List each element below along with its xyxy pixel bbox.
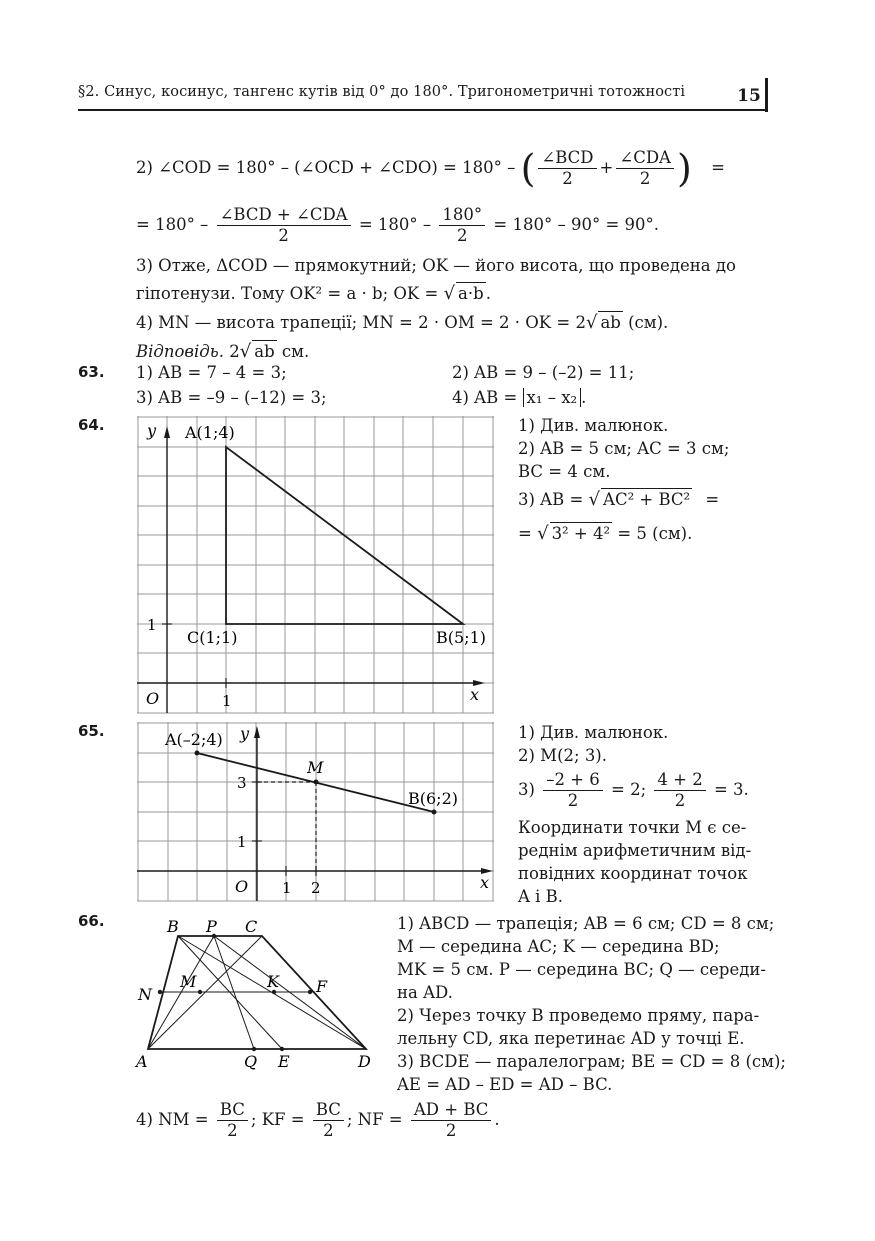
p63-d-prefix: 4) AB = [452, 388, 518, 407]
label-q: Q [244, 1052, 258, 1071]
p66-t2: M — середина AC; K — середина BD; [397, 937, 720, 956]
x-one-label: 1 [222, 692, 232, 710]
frac-num: ∠BCD + ∠CDA [217, 205, 351, 226]
frac-num: AD + BC [411, 1100, 492, 1121]
paren-open: ( [520, 146, 536, 191]
p62-line3: 3) Отже, ΔCOD — прямокутний; OK — його висота, що проведена до [136, 256, 736, 275]
graph-64 [137, 416, 494, 714]
grid-64 [137, 416, 494, 713]
x-one-label: 1 [282, 879, 292, 897]
frac-nf [411, 1100, 492, 1141]
problem-number-64: 64. [78, 416, 105, 434]
y-label: y [147, 421, 157, 440]
p62-l4-a: гіпотенузи. Тому OK² = a · b; OK = [136, 284, 439, 303]
point-b-label: B(5;1) [436, 628, 486, 647]
p62-l5-end: (см). [622, 313, 669, 332]
frac-den: 2 [457, 226, 468, 245]
p65-t2: 2) M(2; 3). [518, 746, 607, 765]
y-one-label: 1 [237, 833, 247, 851]
p63-d-end: . [581, 388, 587, 407]
answer-a: 2 [224, 342, 240, 361]
label-c: C [245, 917, 258, 936]
frac-kf [313, 1100, 344, 1141]
p65-t4: Координати точки M є се- [518, 818, 747, 837]
y-axis-arrow [164, 426, 170, 438]
answer-end: см. [276, 342, 310, 361]
section-title: §2. Синус, косинус, тангенс кутів від 0° до 180°. Тригонометричні тотожності [78, 84, 686, 100]
p65-t1: 1) Див. малюнок. [518, 723, 669, 742]
y-three-label: 3 [237, 774, 247, 792]
p63-d [452, 387, 586, 409]
p64-t5 [518, 522, 692, 545]
sqrt-content: ab [254, 342, 275, 361]
sqrt-sign: √ [537, 523, 549, 544]
p66-t1: 1) ABCD — трапеція; AB = 6 см; CD = 8 см; [397, 914, 775, 933]
frac-cda [616, 148, 674, 189]
point-m-label: M [307, 758, 324, 777]
point-b-label: B(6;2) [408, 789, 458, 808]
label-a: A [136, 1052, 148, 1071]
point-a-label: A(–2;4) [165, 730, 223, 749]
p65-t7: A і B. [518, 887, 564, 906]
p62-l1-text: 2) ∠COD = 180° – (∠OCD + ∠CDO) = 180° – [136, 158, 516, 177]
p64-t1: 1) Див. малюнок. [518, 416, 669, 435]
p66-t3: MK = 5 см. P — середина BC; Q — середи- [397, 960, 766, 979]
sqrt-sign: √ [443, 283, 456, 304]
frac-den: 2 [323, 1121, 334, 1140]
sqrt-sign: √ [588, 489, 601, 510]
abs-value: x₁ – x₂ [523, 388, 582, 407]
p64-t3: BC = 4 см. [518, 462, 611, 481]
label-f: F [316, 977, 328, 996]
frac-bcd [538, 148, 596, 189]
p62-l2-a: = 180° – [136, 215, 209, 234]
p62-line1 [136, 148, 776, 189]
p65-t3-a: 3) [518, 780, 535, 799]
frac-num: BC [313, 1100, 344, 1121]
frac-num: BC [217, 1100, 248, 1121]
label-b: B [167, 917, 179, 936]
point-c-label: C(1;1) [187, 628, 238, 647]
p62-answer [136, 340, 309, 363]
frac-den: 2 [227, 1121, 238, 1140]
label-p: P [206, 917, 217, 936]
y-axis-arrow [254, 726, 260, 738]
p62-line2 [136, 205, 659, 246]
p66-f-b: ; KF = [250, 1110, 305, 1129]
p65-t5: реднім арифметичним від- [518, 841, 752, 860]
p66-f-c: ; NF = [346, 1110, 403, 1129]
p62-line4 [136, 282, 491, 305]
frac-sum [217, 205, 351, 246]
plus: + [599, 158, 614, 177]
origin-label: O [146, 689, 160, 708]
frac-den: 2 [674, 791, 686, 810]
frac-x [543, 770, 603, 811]
frac-den: 2 [445, 1121, 457, 1140]
y-label: y [240, 724, 250, 743]
p66-t7: 3) BCDE — паралелограм; BE = CD = 8 (см); [397, 1052, 786, 1071]
p63-b: 2) AB = 9 – (–2) = 11; [452, 363, 635, 382]
trapezoid-figure-66 [132, 912, 382, 1077]
sqrt-content: a·b [458, 284, 484, 303]
p63-c: 3) AB = –9 – (–12) = 3; [136, 388, 327, 407]
frac-num: 180° [439, 205, 485, 226]
p64-t4 [518, 488, 719, 511]
sqrt-sign: √ [585, 312, 598, 333]
frac-den: 2 [567, 791, 579, 810]
p66-t8: AE = AD – ED = AD – BC. [397, 1075, 613, 1094]
p62-l4-end: . [485, 284, 491, 303]
frac-180 [439, 205, 485, 246]
trapezoid-lines [148, 936, 366, 1049]
p62-l2-end: = 180° – 90° = 90°. [493, 215, 660, 234]
p64-t4-a: 3) AB = [518, 490, 584, 509]
frac-den: 2 [562, 169, 573, 188]
p64-t4-end: = [705, 490, 720, 509]
frac-num: 4 + 2 [654, 770, 705, 791]
point-b [432, 810, 437, 815]
frac-num: –2 + 6 [543, 770, 603, 791]
label-k: K [267, 972, 279, 991]
p65-t3-mid: = 2; [611, 780, 647, 799]
header-rule [78, 109, 768, 111]
sqrt-content: ab [600, 313, 621, 332]
p62-l2-mid: = 180° – [358, 215, 432, 234]
answer-label: Відповідь. [136, 342, 224, 361]
label-n: N [138, 985, 152, 1004]
p62-l5-a: 4) MN — висота трапеції; MN = 2 · OM = 2 · OK = 2 [136, 313, 586, 332]
label-d: D [358, 1052, 371, 1071]
p63-a: 1) AB = 7 – 4 = 3; [136, 363, 287, 382]
p66-f-end: . [494, 1110, 500, 1129]
frac-nm [217, 1100, 248, 1141]
problem-number-65: 65. [78, 722, 105, 740]
p66-t5: 2) Через точку B проведемо пряму, пара- [397, 1006, 760, 1025]
p62-line5 [136, 311, 668, 334]
point-m [314, 780, 319, 785]
frac-num: ∠BCD [538, 148, 596, 169]
page-header [78, 80, 768, 110]
p65-t3-end: = 3. [713, 780, 749, 799]
frac-den: 2 [278, 226, 289, 245]
problem-number-66: 66. [78, 912, 105, 930]
label-m: M [180, 972, 197, 991]
paren-close: ) [676, 146, 692, 191]
y-one-label: 1 [147, 616, 157, 634]
p66-t6: лельну CD, яка перетинає AD у точці E. [397, 1029, 745, 1048]
eq: = [711, 158, 725, 177]
sqrt-sign: √ [239, 341, 252, 362]
p65-t3 [518, 770, 749, 811]
frac-den: 2 [639, 169, 651, 188]
x-two-label: 2 [311, 879, 321, 897]
origin-label: O [235, 877, 249, 896]
frac-num: ∠CDA [616, 148, 674, 169]
p65-t6: повідних координат точок [518, 864, 748, 883]
label-e: E [278, 1052, 290, 1071]
sqrt-content: AC² + BC² [603, 490, 691, 509]
point-a [195, 751, 200, 756]
p64-t5-end: = 5 (см). [617, 524, 693, 543]
x-label: x [480, 873, 490, 892]
page-number: 15 [732, 80, 766, 110]
p66-formula [136, 1100, 500, 1141]
problem-number-63: 63. [78, 363, 105, 381]
p66-t4: на AD. [397, 983, 453, 1002]
sqrt-content: 3² + 4² [551, 524, 611, 543]
point-a-label: A(1;4) [185, 423, 235, 442]
graph-65 [137, 722, 494, 902]
p64-t5-a: = [518, 524, 532, 543]
x-label: x [470, 685, 480, 704]
frac-y [654, 770, 705, 811]
p64-t2: 2) AB = 5 см; AC = 3 см; [518, 439, 730, 458]
p66-f-a: 4) NM = [136, 1110, 209, 1129]
